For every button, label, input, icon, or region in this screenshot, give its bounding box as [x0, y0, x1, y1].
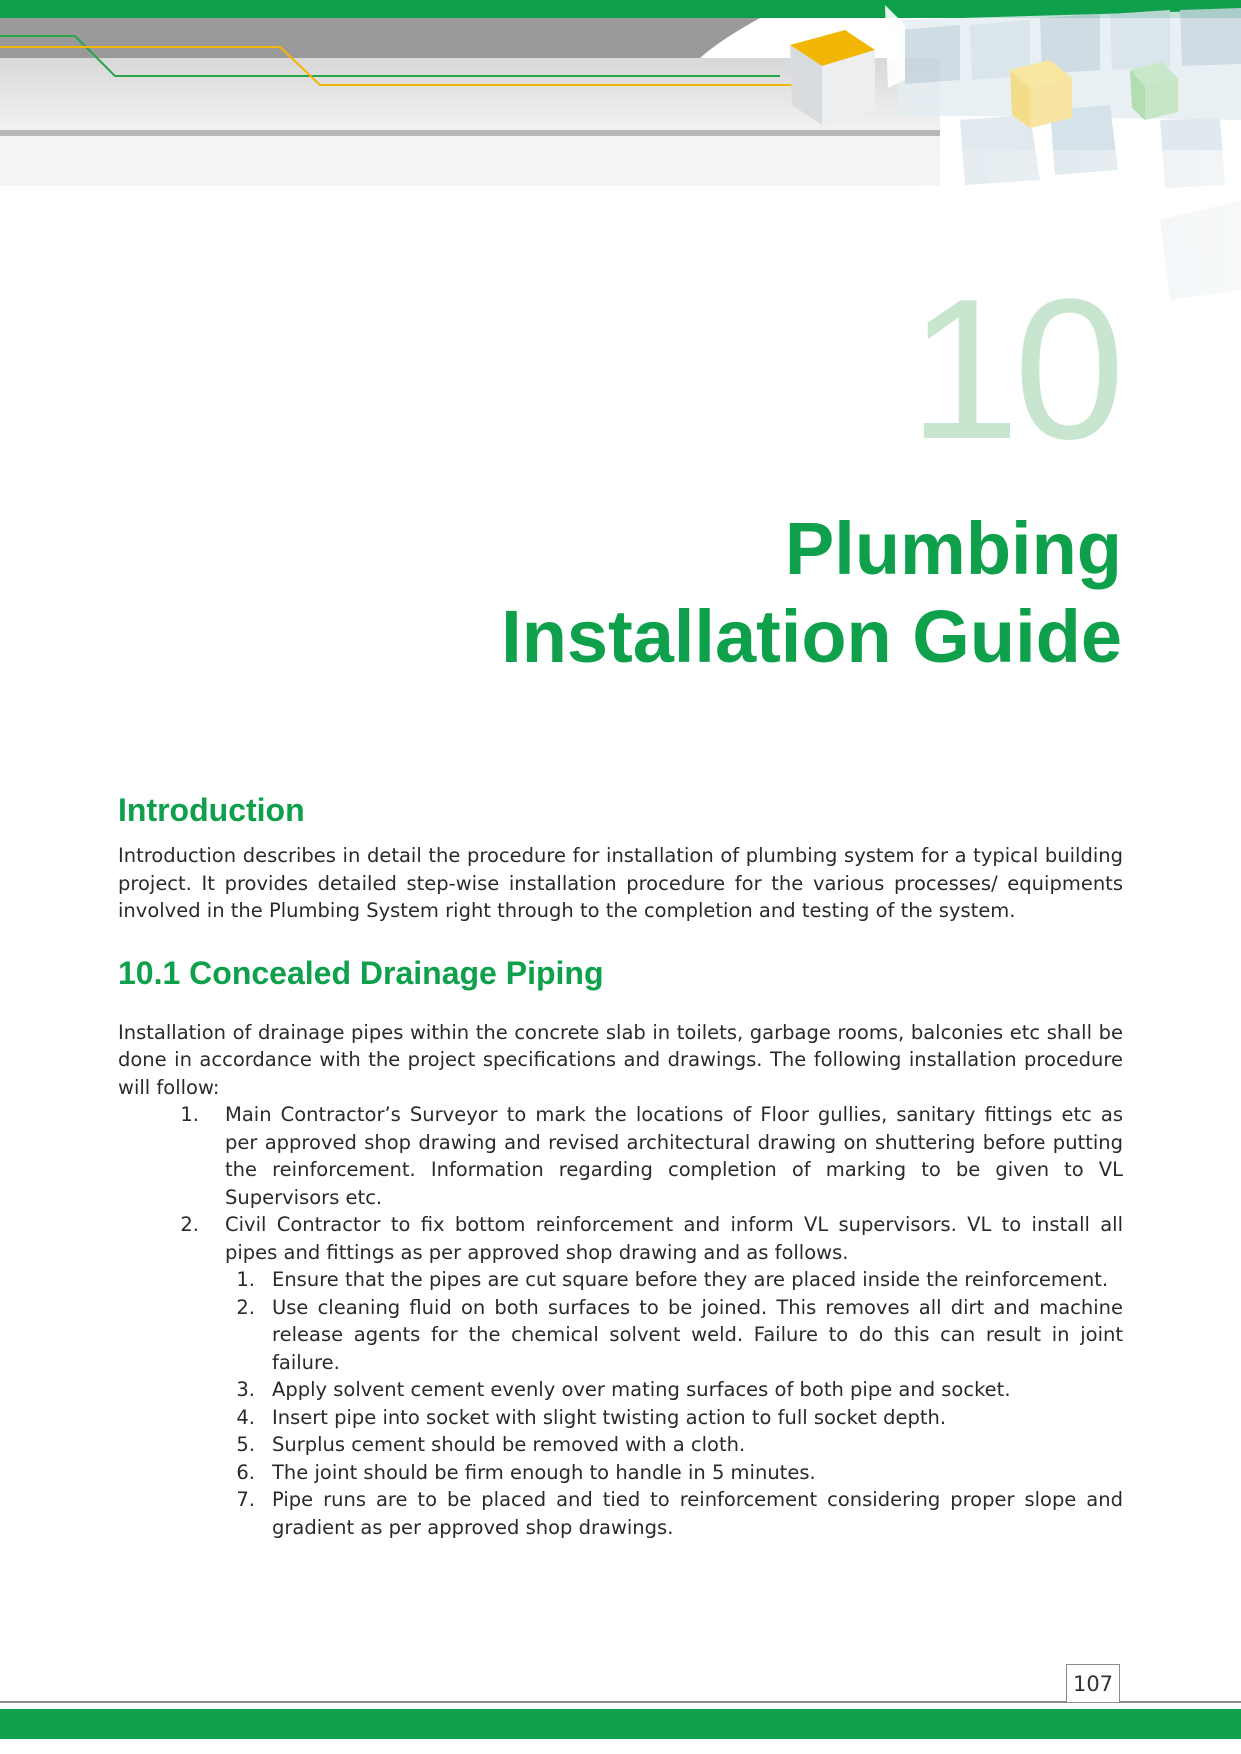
list-item-number: 2.: [236, 1295, 255, 1319]
grey-header-band: [0, 18, 760, 58]
sub-steps-list: [225, 1266, 1123, 1541]
list-item: [225, 1431, 1123, 1459]
list-item-number: 6.: [236, 1460, 255, 1484]
list-item-number: 4.: [236, 1405, 255, 1429]
list-item-text: Main Contractor’s Surveyor to mark the locations of Floor gullies, sanitary fittings etc as per approved shop drawing and revised architectural drawing on shuttering before putting the reinforcement. Information regarding completion of marking to be given to VL Supervisors etc.: [225, 1103, 1123, 1209]
list-item-text: Apply solvent cement evenly over mating surfaces of both pipe and socket.: [272, 1378, 1011, 1401]
chapter-number: 10: [908, 258, 1119, 481]
yellow-cube-icon: [790, 30, 875, 125]
list-item-number: 1.: [180, 1103, 199, 1126]
list-item-text: Insert pipe into socket with slight twisting action to full socket depth.: [272, 1405, 947, 1429]
list-item: [225, 1459, 1123, 1487]
intro-paragraph: Introduction describes in detail the procedure for installation of plumbing system for a typical building project. It provides detailed step-wise installation procedure for the various processes/ equipments involved in the Plumbing System right through to the completion and testing of the system.: [118, 844, 1123, 922]
list-item: [118, 1211, 1123, 1541]
section-heading: 10.1 Concealed Drainage Piping: [118, 954, 604, 991]
page-number: 107: [1066, 1664, 1120, 1702]
list-item-text: Ensure that the pipes are cut square before they are placed inside the reinforcement.: [272, 1268, 1109, 1291]
list-item: [225, 1404, 1123, 1432]
chapter-title: [501, 505, 1122, 681]
footer-green-bar: [0, 1709, 1241, 1739]
list-item-text: Pipe runs are to be placed and tied to reinforcement considering proper slope and gradient as per approved shop drawings.: [272, 1488, 1123, 1539]
list-item: [225, 1486, 1123, 1541]
list-item-number: 3.: [236, 1378, 255, 1401]
page-content: [118, 790, 1123, 1541]
list-item-text: Surplus cement should be removed with a cloth.: [272, 1433, 746, 1456]
list-item: [118, 1101, 1123, 1211]
section-paragraph: Installation of drainage pipes within the concrete slab in toilets, garbage rooms, balconies etc shall be done in accordance with the project specifications and drawings. The following installation procedure will follow:: [118, 1020, 1123, 1099]
procedure-steps-list: [118, 1101, 1123, 1541]
footer-rule: [0, 1701, 1241, 1703]
list-item-number: 2.: [180, 1213, 199, 1236]
intro-heading: Introduction: [118, 792, 305, 828]
list-item-number: 1.: [236, 1268, 255, 1291]
chapter-title-line-2: Installation Guide: [501, 595, 1122, 678]
list-item: [225, 1294, 1123, 1377]
list-item: [225, 1376, 1123, 1404]
list-item-text: Use cleaning fluid on both surfaces to be joined. This removes all dirt and machine release agents for the chemical solvent weld. Failure to do this can result in joint failure.: [272, 1295, 1123, 1374]
chapter-title-line-1: Plumbing: [784, 507, 1122, 590]
list-item: [225, 1266, 1123, 1294]
list-item-text: Civil Contractor to fix bottom reinforcement and inform VL supervisors. VL to install all pipes and fittings as per approved shop drawing and as follows.: [225, 1213, 1123, 1264]
top-green-stripe: [0, 0, 1241, 18]
list-item-number: 5.: [236, 1433, 255, 1456]
list-item-number: 7.: [236, 1488, 255, 1511]
list-item-text: The joint should be firm enough to handle in 5 minutes.: [272, 1460, 816, 1484]
